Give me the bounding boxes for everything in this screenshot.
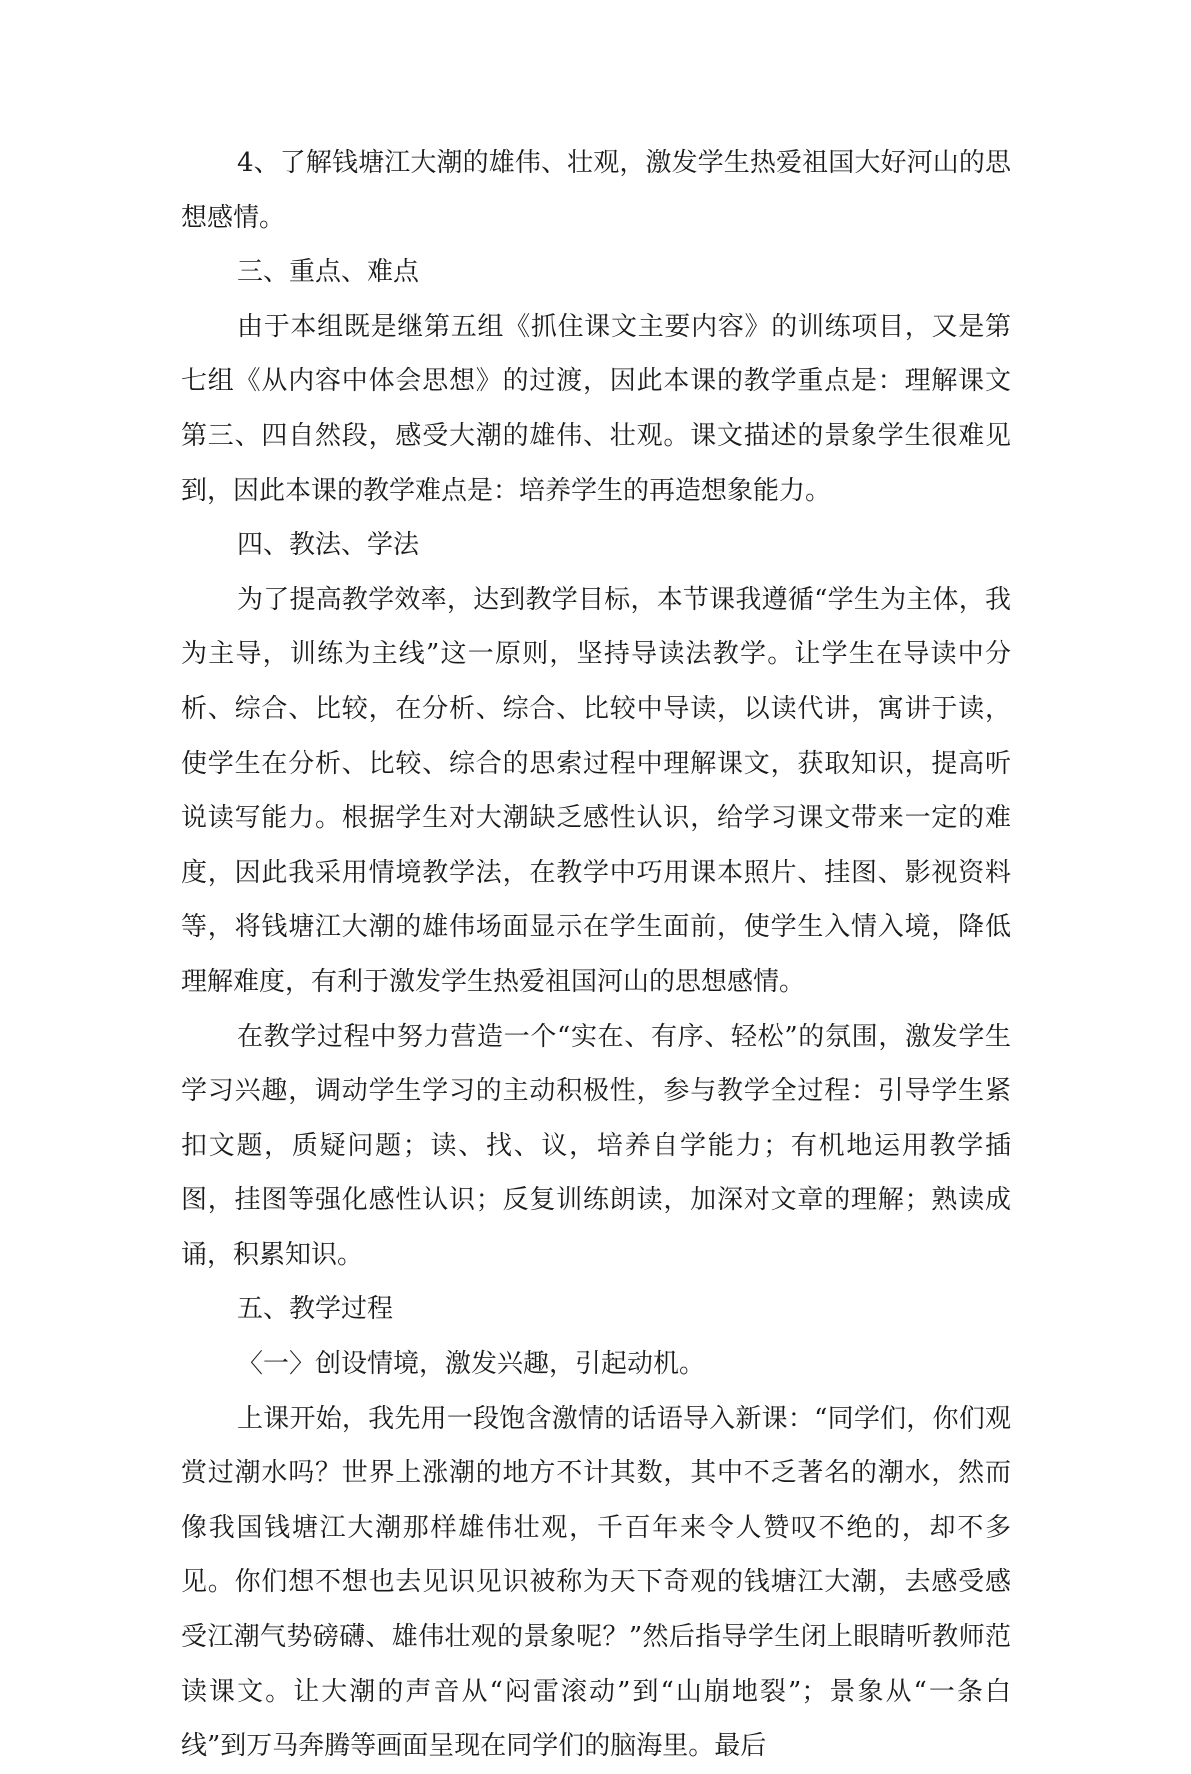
paragraph-goal-4: 4、了解钱塘江大潮的雄伟、壮观，激发学生热爱祖国大好河山的思想感情。 [181, 148, 1011, 233]
paragraph-lesson-intro: 上课开始，我先用一段饱含激情的话语导入新课：“同学们，你们观赏过潮水吗？世界上涨潮的地方不计其数，其中不乏著名的潮水，然而像我国钱塘江大潮那样雄伟壮观，千百年来令人赞叹不绝的，却不多见。你们想不想也去见识见识被称为天下奇观的钱塘江大潮，去感受感受江潮气势磅礴、雄伟壮观的景象呢？”然后指导学生闭上眼睛听教师范读课文。让大潮的声音从“闷雷滚动”到“山崩地裂”；景象从“一条白线”到万马奔腾等画面呈现在同学们的脑海里。最后 [181, 1403, 1011, 1762]
paragraph-teaching-methods: 为了提高教学效率，达到教学目标，本节课我遵循“学生为主体，我为主导，训练为主线”这一原则，坚持导读法教学。让学生在导读中分析、综合、比较，在分析、综合、比较中导读，以读代讲，寓讲于读，使学生在分析、比较、综合的思索过程中理解课文，获取知识，提高听说读写能力。根据学生对大潮缺乏感性认识，给学习课文带来一定的难度，因此我采用情境教学法，在教学中巧用课本照片、挂图、影视资料等，将钱塘江大潮的雄伟场面显示在学生面前，使学生入情入境，降低理解难度，有利于激发学生热爱祖国河山的思想感情。 [181, 584, 1011, 997]
heading-teaching-methods: 四、教法、学法 [237, 530, 420, 561]
document-page [181, 136, 1011, 1774]
heading-key-points: 三、重点、难点 [237, 257, 420, 288]
heading-teaching-process: 五、教学过程 [237, 1294, 394, 1325]
paragraph-classroom-atmosphere: 在教学过程中努力营造一个“实在、有序、轻松”的氛围，激发学生学习兴趣，调动学生学习的主动积极性，参与教学全过程：引导学生紧扣文题，质疑问题；读、找、议，培养自学能力；有机地运用教学插图，挂图等强化感性认识；反复训练朗读，加深对文章的理解；熟读成诵，积累知识。 [181, 1021, 1011, 1270]
paragraph-key-points: 由于本组既是继第五组《抓住课文主要内容》的训练项目，又是第七组《从内容中体会思想》的过渡，因此本课的教学重点是：理解课文第三、四自然段，感受大潮的雄伟、壮观。课文描述的景象学生很难见到，因此本课的教学难点是：培养学生的再造想象能力。 [181, 311, 1011, 506]
subheading-create-context: 〈一〉创设情境，激发兴趣，引起动机。 [237, 1349, 706, 1380]
